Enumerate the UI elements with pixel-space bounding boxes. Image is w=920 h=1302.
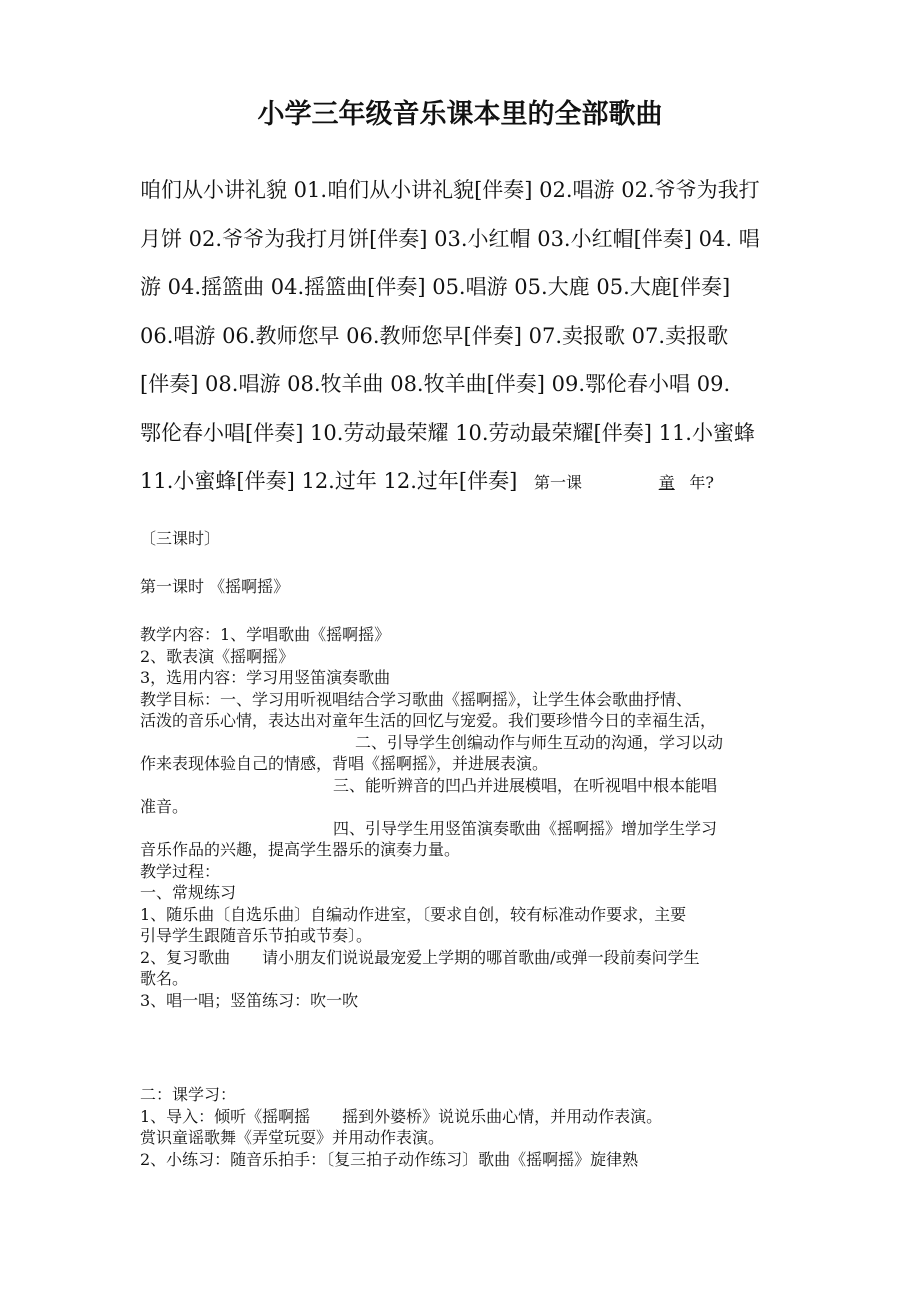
content-line: 活泼的音乐心情，表达出对童年生活的回忆与宠爱。我们要珍惜今日的幸福生活， [140, 711, 717, 730]
songs-line: 鄂伦春小唱[伴奏] 10.劳动最荣耀 10.劳动最荣耀[伴奏] 11.小蜜蜂 [140, 420, 755, 445]
lesson-name-1: 童 [658, 473, 675, 492]
process-line: 1、随乐曲〔自选乐曲〕自编动作进室，〔要求自创，较有标准动作要求，主要 [140, 904, 687, 924]
teaching-content [140, 624, 790, 1011]
page-title: 小学三年级音乐课本里的全部歌曲 [257, 99, 663, 130]
class-study [140, 1084, 790, 1170]
goal-3: 三、能听辨音的凹凸并进展模唱，在听视唱中根本能唱 [333, 775, 718, 795]
study-line: 1、导入：倾听《摇啊摇 摇到外婆桥》说说乐曲心情，并用动作表演。 [140, 1106, 663, 1126]
songs-paragraph [140, 166, 790, 508]
study-line: 2、小练习：随音乐拍手：〔复三拍子动作练习〕歌曲《摇啊摇》旋律熟 [140, 1149, 639, 1169]
songs-line: [伴奏] 08.唱游 08.牧羊曲 08.牧羊曲[伴奏] 09.鄂伦春小唱 09. [140, 372, 731, 396]
study-line: 二：课学习： [140, 1085, 237, 1104]
content-line: 2、歌表演《摇啊摇》 [140, 646, 295, 666]
process-line: 教学过程： [140, 861, 221, 881]
songs-line: 游 04.摇篮曲 04.摇篮曲[伴奏] 05.唱游 05.大鹿 05.大鹿[伴奏] [140, 275, 731, 299]
songs-line-last: 11.小蜜蜂[伴奏] 12.过年 12.过年[伴奏] [140, 469, 518, 493]
process-line: 一、常规练习 [140, 883, 237, 902]
lesson-label: 第一课 [534, 473, 583, 492]
process-line: 3、唱一唱；竖笛练习：吹一吹 [140, 990, 359, 1010]
period-title: 第一课时 《摇啊摇》 [140, 577, 290, 596]
goal-4: 四、引导学生用竖笛演奏歌曲《摇啊摇》增加学生学习 [333, 818, 718, 838]
process-line: 歌名。 [140, 969, 189, 988]
goal-4-cont: 音乐作品的兴趣，提高学生器乐的演奏力量。 [140, 840, 461, 859]
content-line: 3，选用内容：学习用竖笛演奏歌曲 [140, 668, 391, 687]
study-line: 赏识童谣歌舞《弄堂玩耍》并用动作表演。 [140, 1128, 445, 1147]
goal-2: 二、引导学生创编动作与师生互动的沟通，学习以动 [355, 732, 724, 752]
content-line: 教学内容：1、学唱歌曲《摇啊摇》 [140, 625, 391, 644]
process-line: 2、复习歌曲 请小朋友们说说最宠爱上学期的哪首歌曲/或弹一段前奏问学生 [140, 947, 700, 967]
songs-line: 月饼 02.爷爷为我打月饼[伴奏] 03.小红帽 03.小红帽[伴奏] 04. 唱 [140, 226, 760, 251]
periods-note: 〔三课时〕 [140, 529, 221, 548]
songs-line: 咱们从小讲礼貌 01.咱们从小讲礼貌[伴奏] 02.唱游 02.爷爷为我打 [140, 178, 760, 202]
lesson-name-2: 年? [689, 473, 714, 492]
goal-2-cont: 作来表现体验自己的情感，背唱《摇啊摇》，并进展表演。 [140, 754, 549, 773]
goal-3-cont: 准音。 [140, 797, 189, 816]
content-line: 教学目标：一、学习用听视唱结合学习歌曲《摇啊摇》，让学生体会歌曲抒情、 [140, 689, 693, 709]
process-line: 引导学生跟随音乐节拍或节奏〕。 [140, 926, 373, 945]
songs-line: 06.唱游 06.教师您早 06.教师您早[伴奏] 07.卖报歌 07.卖报歌 [140, 323, 729, 348]
